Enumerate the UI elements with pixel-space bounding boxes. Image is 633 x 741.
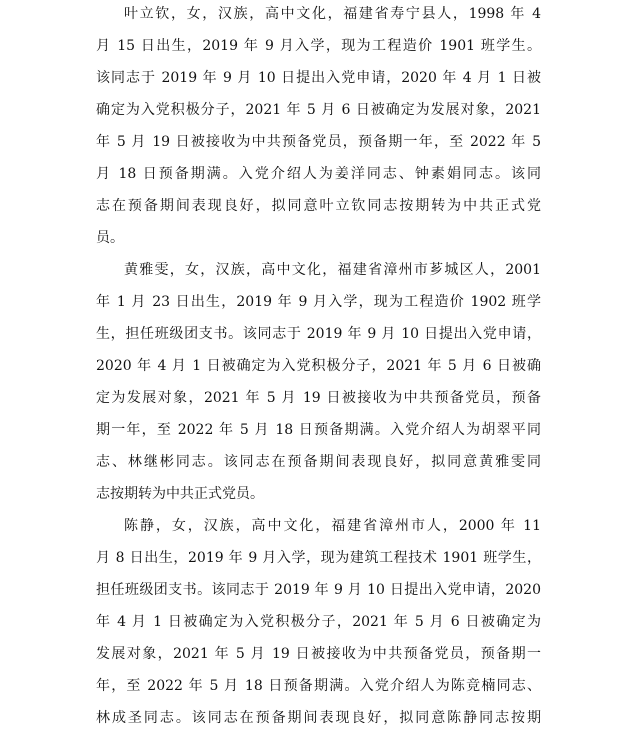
- text-line: 期一年，至 2022 年 5 月 18 日预备期满。入党介绍人为胡翠平同: [96, 422, 541, 438]
- text-line: 志、林继彬同志。该同志在预备期间表现良好，拟同意黄雅雯同: [96, 454, 541, 470]
- text-line: 月 15 日出生，2019 年 9 月入学，现为工程造价 1901 班学生。: [96, 38, 541, 54]
- text-line: 年 5 月 19 日被接收为中共预备党员，预备期一年，至 2022 年 5: [96, 134, 541, 150]
- text-line: 年 4 月 1 日被确定为入党积极分子，2021 年 5 月 6 日被确定为: [96, 614, 541, 630]
- text-line: 月 18 日预备期满。入党介绍人为姜洋同志、钟素娟同志。该同: [96, 166, 541, 182]
- text-line: 确定为入党积极分子，2021 年 5 月 6 日被确定为发展对象，2021: [96, 102, 541, 118]
- text-line: 发展对象，2021 年 5 月 19 日被接收为中共预备党员，预备期一: [96, 646, 541, 662]
- text-line: 年，至 2022 年 5 月 18 日预备期满。入党介绍人为陈竞楠同志、: [96, 678, 541, 694]
- text-line: 员。: [96, 230, 124, 246]
- text-line: 生，担任班级团支书。该同志于 2019 年 9 月 10 日提出入党申请，: [96, 326, 541, 342]
- text-line: 陈静，女，汉族，高中文化，福建省漳州市人，2000 年 11: [124, 518, 541, 534]
- text-line: 2020 年 4 月 1 日被确定为入党积极分子，2021 年 5 月 6 日被确: [96, 358, 541, 374]
- text-line: 志在预备期间表现良好，拟同意叶立钦同志按期转为中共正式党: [96, 198, 541, 214]
- text-line: 林成圣同志。该同志在预备期间表现良好，拟同意陈静同志按期: [96, 710, 541, 726]
- text-line: 月 8 日出生，2019 年 9 月入学，现为建筑工程技术 1901 班学生，: [96, 550, 541, 566]
- text-line: 志按期转为中共正式党员。: [96, 486, 264, 502]
- text-line: 黄雅雯，女，汉族，高中文化，福建省漳州市芗城区人，2001: [124, 262, 541, 278]
- text-line: 担任班级团支书。该同志于 2019 年 9 月 10 日提出入党申请，2020: [96, 582, 541, 598]
- text-line: 叶立钦，女，汉族，高中文化，福建省寿宁县人，1998 年 4: [124, 6, 541, 22]
- text-line: 定为发展对象，2021 年 5 月 19 日被接收为中共预备党员，预备: [96, 390, 541, 406]
- text-line: 年 1 月 23 日出生，2019 年 9 月入学，现为工程造价 1902 班学: [96, 294, 541, 310]
- text-line: 该同志于 2019 年 9 月 10 日提出入党申请，2020 年 4 月 1 日被: [96, 70, 541, 86]
